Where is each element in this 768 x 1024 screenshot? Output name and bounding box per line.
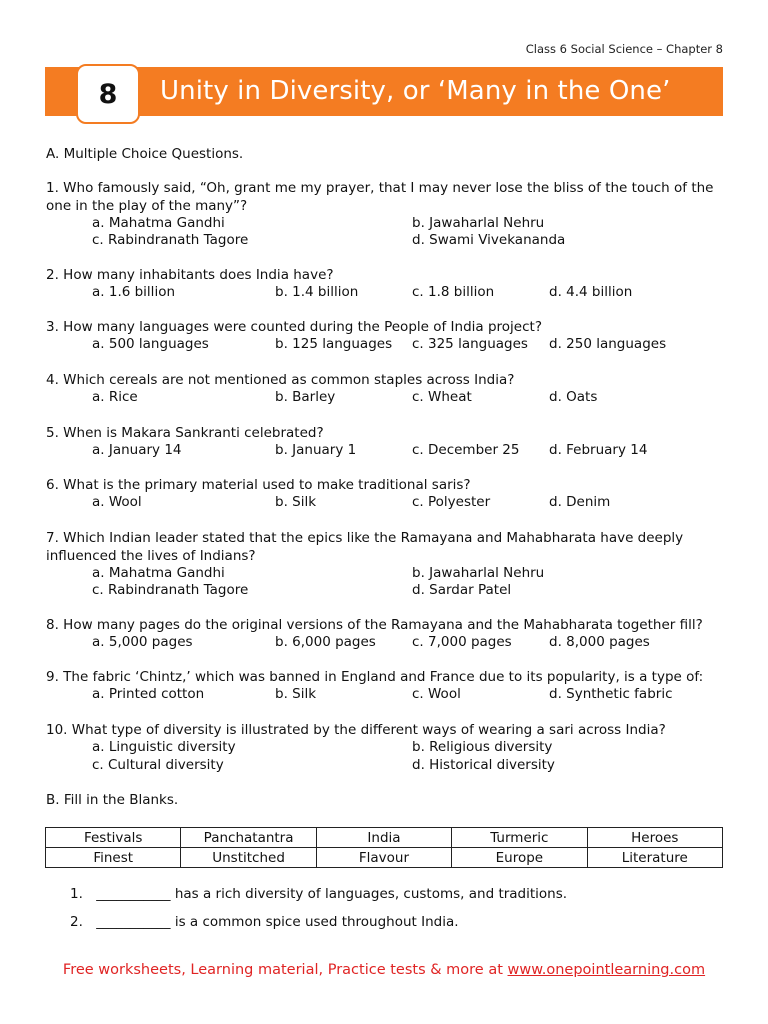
q3-option-b: b. 125 languages <box>275 336 393 352</box>
q10-option-c: c. Cultural diversity <box>92 757 224 773</box>
fill-blank-item-2 <box>70 914 459 930</box>
chapter-number-badge: 8 <box>76 64 140 124</box>
q1-option-d: d. Swami Vivekananda <box>412 232 566 248</box>
footer-link[interactable]: www.onepointlearning.com <box>507 962 706 978</box>
fill-blank-text: is a common spice used throughout India. <box>170 914 459 930</box>
fill-blank-number: 1. <box>70 886 83 902</box>
question-1: 1. Who famously said, “Oh, grant me my prayer, that I may never lose the bliss of the touch of the one in the play of the many”? <box>46 180 714 214</box>
q5-option-a: a. January 14 <box>92 442 182 458</box>
word-bank-cell: Turmeric <box>452 828 587 848</box>
q10-option-d: d. Historical diversity <box>412 757 555 773</box>
q2-option-d: d. 4.4 billion <box>549 284 633 300</box>
word-bank-cell: Heroes <box>587 828 722 848</box>
q8-option-c: c. 7,000 pages <box>412 634 512 650</box>
table-row <box>46 848 723 868</box>
q7-option-b: b. Jawaharlal Nehru <box>412 565 545 581</box>
word-bank-cell: Literature <box>587 848 722 868</box>
table-row <box>46 828 723 848</box>
q9-option-c: c. Wool <box>412 686 461 702</box>
class-chapter-header: Class 6 Social Science – Chapter 8 <box>525 42 723 56</box>
q4-option-c: c. Wheat <box>412 389 472 405</box>
q7-option-d: d. Sardar Patel <box>412 582 512 598</box>
q2-option-a: a. 1.6 billion <box>92 284 176 300</box>
q5-option-c: c. December 25 <box>412 442 520 458</box>
q8-option-d: d. 8,000 pages <box>549 634 650 650</box>
q3-option-a: a. 500 languages <box>92 336 209 352</box>
q3-option-c: c. 325 languages <box>412 336 528 352</box>
question-4: 4. Which cereals are not mentioned as common staples across India? <box>46 372 515 388</box>
q4-option-a: a. Rice <box>92 389 138 405</box>
word-bank-table <box>45 827 723 868</box>
question-6: 6. What is the primary material used to make traditional saris? <box>46 477 471 493</box>
fill-blank-item-1 <box>70 886 567 902</box>
word-bank-cell: Festivals <box>46 828 181 848</box>
question-10: 10. What type of diversity is illustrated by the different ways of wearing a sari across India? <box>46 722 666 738</box>
q3-option-d: d. 250 languages <box>549 336 667 352</box>
footer <box>0 962 768 978</box>
q9-option-a: a. Printed cotton <box>92 686 205 702</box>
q4-option-b: b. Barley <box>275 389 336 405</box>
q4-option-d: d. Oats <box>549 389 598 405</box>
fill-blank-text: has a rich diversity of languages, customs, and traditions. <box>170 886 568 902</box>
word-bank-cell: Finest <box>46 848 181 868</box>
word-bank-cell: Flavour <box>316 848 451 868</box>
q6-option-b: b. Silk <box>275 494 317 510</box>
question-5: 5. When is Makara Sankranti celebrated? <box>46 425 324 441</box>
footer-text: Free worksheets, Learning material, Practice tests & more at <box>62 962 508 978</box>
q1-option-b: b. Jawaharlal Nehru <box>412 215 545 231</box>
question-9: 9. The fabric ‘Chintz,’ which was banned in England and France due to its popularity, is a type of: <box>46 669 704 685</box>
question-2: 2. How many inhabitants does India have? <box>46 267 334 283</box>
question-7: 7. Which Indian leader stated that the epics like the Ramayana and Mahabharata have deeply influenced the lives of Indians? <box>46 530 684 564</box>
q7-option-a: a. Mahatma Gandhi <box>92 565 225 581</box>
q9-option-d: d. Synthetic fabric <box>549 686 673 702</box>
section-a-title: A. Multiple Choice Questions. <box>46 146 244 162</box>
question-8: 8. How many pages do the original versions of the Ramayana and the Mahabharata together fill? <box>46 617 703 633</box>
q2-option-c: c. 1.8 billion <box>412 284 495 300</box>
word-bank-cell: Unstitched <box>181 848 316 868</box>
word-bank-cell: India <box>316 828 451 848</box>
fill-blank-line: ___________ <box>96 914 171 930</box>
chapter-title: Unity in Diversity, or ‘Many in the One’ <box>160 76 671 106</box>
q6-option-a: a. Wool <box>92 494 142 510</box>
q9-option-b: b. Silk <box>275 686 317 702</box>
q6-option-c: c. Polyester <box>412 494 491 510</box>
q1-option-c: c. Rabindranath Tagore <box>92 232 249 248</box>
q6-option-d: d. Denim <box>549 494 611 510</box>
word-bank-cell: Panchatantra <box>181 828 316 848</box>
fill-blank-line: ___________ <box>96 886 171 902</box>
q10-option-b: b. Religious diversity <box>412 739 553 755</box>
q8-option-b: b. 6,000 pages <box>275 634 376 650</box>
q7-option-c: c. Rabindranath Tagore <box>92 582 249 598</box>
word-bank-cell: Europe <box>452 848 587 868</box>
q8-option-a: a. 5,000 pages <box>92 634 193 650</box>
q2-option-b: b. 1.4 billion <box>275 284 359 300</box>
q10-option-a: a. Linguistic diversity <box>92 739 236 755</box>
question-3: 3. How many languages were counted during the People of India project? <box>46 319 542 335</box>
q5-option-d: d. February 14 <box>549 442 648 458</box>
q5-option-b: b. January 1 <box>275 442 357 458</box>
fill-blank-number: 2. <box>70 914 83 930</box>
section-b-title: B. Fill in the Blanks. <box>46 792 179 808</box>
q1-option-a: a. Mahatma Gandhi <box>92 215 225 231</box>
